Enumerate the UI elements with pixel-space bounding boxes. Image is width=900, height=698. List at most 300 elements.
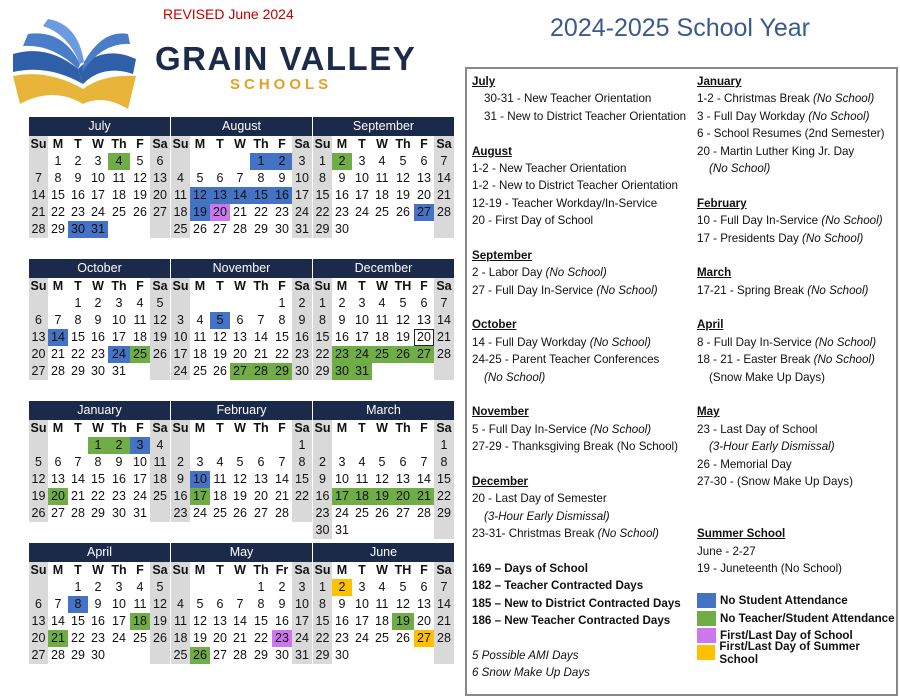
- month-april: [29, 543, 170, 664]
- day-cell: 4: [378, 580, 386, 594]
- day-cell: 19: [150, 329, 170, 346]
- day-cell: 26: [190, 647, 210, 664]
- day-cell: 12: [193, 614, 207, 628]
- event-text: 31 - New to District Teacher Orientation: [484, 109, 687, 123]
- weekday-header: M: [194, 279, 206, 293]
- event-note: (No School): [807, 283, 869, 297]
- day-cell: 22: [254, 205, 268, 219]
- day-cell: 27: [414, 204, 434, 221]
- event-text: 5 - Full Day In-Service: [472, 422, 590, 436]
- day-cell: 19: [190, 204, 210, 221]
- day-cell: 25: [355, 506, 369, 520]
- day-cell: 16: [292, 329, 312, 346]
- day-cell: 13: [210, 187, 230, 204]
- empty-cell: [190, 295, 210, 312]
- day-cell: 26: [396, 205, 410, 219]
- weekday-header: Su: [30, 137, 47, 151]
- day-cell: 3: [358, 154, 366, 168]
- day-cell: 30: [91, 648, 105, 662]
- event-note: (No School): [589, 422, 652, 436]
- day-cell: 5: [196, 597, 204, 611]
- day-cell: 1: [313, 579, 332, 596]
- event-line: [697, 177, 885, 194]
- weekday-header: W: [234, 279, 246, 293]
- event-note: (No School): [813, 353, 875, 367]
- day-cell: 9: [278, 171, 286, 185]
- day-cell: 16: [335, 614, 349, 628]
- event-note: (No School): [814, 335, 877, 349]
- day-cell: 23: [335, 631, 349, 645]
- empty-cell: [392, 437, 414, 454]
- event-line: [472, 403, 686, 420]
- month-august: [171, 117, 312, 238]
- day-cell: 27: [213, 648, 227, 662]
- day-cell: 16: [112, 472, 126, 486]
- day-cell: 15: [313, 187, 332, 204]
- day-cell: 14: [417, 472, 431, 486]
- day-cell: 30: [275, 222, 289, 236]
- month-title: December: [313, 259, 454, 278]
- weekday-header: Sa: [292, 136, 312, 153]
- day-cell: 7: [278, 455, 286, 469]
- day-cell: 17: [355, 330, 369, 344]
- weekday-header: Th: [253, 137, 269, 151]
- day-cell: 26: [375, 506, 389, 520]
- day-cell: 3: [358, 580, 366, 594]
- event-line: [472, 525, 686, 542]
- day-cell: 22: [292, 488, 312, 505]
- day-cell: 18: [150, 471, 170, 488]
- day-cell: 5: [378, 455, 386, 469]
- event-line: [472, 664, 686, 681]
- weekday-header: Sa: [150, 420, 170, 437]
- day-cell: 12: [133, 171, 147, 185]
- day-cell: 24: [133, 489, 147, 503]
- day-cell: 16: [313, 488, 332, 505]
- empty-cell: [48, 437, 68, 454]
- day-cell: 1: [313, 295, 332, 312]
- weekday-header: M: [194, 137, 206, 151]
- day-cell: 10: [355, 171, 369, 185]
- day-cell: 7: [236, 171, 244, 185]
- day-cell: 7: [236, 597, 244, 611]
- event-line: [472, 282, 686, 299]
- day-cell: 19: [29, 488, 48, 505]
- event-text: 186 – New Teacher Contracted Days: [472, 614, 671, 628]
- day-cell: 22: [254, 631, 268, 645]
- event-line: [697, 560, 885, 577]
- weekday-header: Sa: [150, 562, 170, 579]
- empty-cell: [372, 363, 392, 380]
- day-cell: 29: [254, 648, 268, 662]
- event-line: [472, 73, 686, 90]
- day-cell: 27: [396, 506, 410, 520]
- day-cell: 17: [133, 472, 147, 486]
- event-line: [472, 230, 686, 247]
- day-cell: 18: [375, 330, 389, 344]
- day-cell: 8: [313, 170, 332, 187]
- weekday-header: T: [216, 563, 224, 577]
- day-cell: 23: [275, 205, 289, 219]
- day-cell: 4: [171, 170, 190, 187]
- day-cell: 8: [313, 596, 332, 613]
- day-cell: 25: [171, 221, 190, 238]
- event-text: May: [697, 405, 720, 419]
- day-cell: 24: [91, 205, 105, 219]
- day-cell: 16: [91, 330, 105, 344]
- day-cell: 16: [71, 188, 85, 202]
- day-cell: 19: [193, 631, 207, 645]
- day-cell: 30: [91, 364, 105, 378]
- empty-cell: [171, 153, 190, 170]
- event-line: [697, 508, 885, 525]
- month-title: May: [171, 543, 312, 562]
- event-text: 30-31 - New Teacher Orientation: [484, 92, 652, 106]
- weekday-header: Su: [314, 137, 331, 151]
- weekday-header: TH: [394, 563, 412, 577]
- event-line: [472, 160, 686, 177]
- day-cell: 12: [213, 330, 227, 344]
- event-line: [697, 490, 885, 507]
- event-text: 169 – Days of School: [472, 561, 588, 575]
- month-november: [171, 259, 312, 380]
- weekday-header: Sa: [434, 136, 454, 153]
- day-cell: 12: [396, 597, 410, 611]
- day-cell: 3: [358, 296, 366, 310]
- day-cell: 1: [257, 580, 265, 594]
- event-text: 8 - Full Day In-Service: [697, 335, 815, 349]
- day-cell: 2: [338, 296, 346, 310]
- event-line: [697, 543, 885, 560]
- day-cell: 16: [275, 614, 289, 628]
- event-note: (3-Hour Early Dismissal): [484, 509, 610, 523]
- weekday-header: T: [358, 279, 366, 293]
- day-cell: 1: [313, 153, 332, 170]
- day-cell: 13: [254, 472, 268, 486]
- weekday-header: TH: [394, 279, 412, 293]
- empty-cell: [414, 647, 434, 664]
- day-cell: 14: [48, 329, 68, 346]
- empty-cell: [130, 221, 150, 238]
- event-line: [697, 282, 885, 299]
- day-cell: 8: [313, 312, 332, 329]
- event-text: June - 2-27: [697, 544, 756, 558]
- day-cell: 2: [94, 296, 102, 310]
- legend-swatch: [697, 645, 715, 660]
- empty-cell: [250, 295, 272, 312]
- day-cell: 23: [272, 630, 292, 647]
- day-cell: 16: [335, 188, 349, 202]
- day-cell: 6: [29, 596, 48, 613]
- month-january: [29, 401, 170, 522]
- day-cell: 16: [272, 187, 292, 204]
- event-line: [472, 577, 686, 594]
- legend: [697, 592, 896, 666]
- day-cell: 18: [213, 489, 227, 503]
- day-cell: 17: [112, 330, 126, 344]
- event-note: (No School): [589, 335, 651, 349]
- day-cell: 11: [213, 472, 227, 486]
- event-line: [697, 108, 885, 125]
- day-cell: 6: [216, 597, 224, 611]
- legend-item: [697, 639, 896, 666]
- day-cell: 13: [417, 171, 431, 185]
- event-line: [697, 473, 885, 490]
- weekday-header: M: [336, 563, 348, 577]
- event-note: (3-Hour Early Dismissal): [709, 440, 835, 454]
- day-cell: 14: [275, 472, 289, 486]
- day-cell: 5: [136, 154, 144, 168]
- event-text: 27 - Full Day In-Service: [472, 283, 597, 297]
- day-cell: 9: [74, 171, 82, 185]
- day-cell: 14: [434, 596, 454, 613]
- event-text: 185 – New to District Contracted Days: [472, 596, 681, 610]
- day-cell: 28: [417, 506, 431, 520]
- empty-cell: [150, 363, 170, 380]
- day-cell: 14: [434, 312, 454, 329]
- day-cell: 30: [313, 522, 332, 539]
- day-cell: 2: [272, 153, 292, 170]
- day-cell: 4: [216, 455, 224, 469]
- empty-cell: [171, 579, 190, 596]
- day-cell: 7: [54, 597, 62, 611]
- day-cell: 12: [233, 472, 247, 486]
- day-cell: 8: [257, 597, 265, 611]
- month-title: September: [313, 117, 454, 136]
- event-line: [472, 612, 686, 629]
- day-cell: 8: [434, 454, 454, 471]
- month-title: February: [171, 401, 312, 420]
- day-cell: 9: [313, 471, 332, 488]
- day-cell: 19: [213, 347, 227, 361]
- weekday-header: Th: [395, 137, 411, 151]
- event-line: [697, 438, 885, 455]
- empty-cell: [210, 295, 230, 312]
- event-text: January: [697, 75, 742, 88]
- month-june: [313, 543, 454, 664]
- day-cell: 9: [278, 597, 286, 611]
- day-cell: 8: [54, 171, 62, 185]
- empty-cell: [332, 437, 352, 454]
- day-cell: 23: [292, 346, 312, 363]
- weekday-header: Sa: [150, 278, 170, 295]
- day-cell: 7: [74, 455, 82, 469]
- day-cell: 26: [392, 346, 414, 363]
- empty-cell: [130, 647, 150, 664]
- weekday-header: T: [74, 563, 82, 577]
- brand-name: GRAIN VALLEY: [155, 40, 417, 77]
- day-cell: 15: [292, 471, 312, 488]
- event-text: 182 – Teacher Contracted Days: [472, 579, 644, 593]
- day-cell: 4: [196, 313, 204, 327]
- day-cell: 20: [233, 347, 247, 361]
- empty-cell: [434, 522, 454, 539]
- empty-cell: [392, 221, 414, 238]
- day-cell: 6: [420, 154, 428, 168]
- weekday-header: F: [136, 563, 144, 577]
- day-cell: 31: [292, 221, 312, 238]
- weekday-header: T: [74, 279, 82, 293]
- empty-cell: [130, 363, 150, 380]
- event-text: March: [697, 266, 732, 280]
- day-cell: 5: [150, 295, 170, 312]
- day-cell: 23: [91, 631, 105, 645]
- day-cell: 3: [196, 455, 204, 469]
- day-cell: 11: [171, 613, 190, 630]
- event-line: [472, 386, 686, 403]
- day-cell: 24: [108, 346, 130, 363]
- event-line: [697, 247, 885, 264]
- weekday-header: M: [194, 421, 206, 435]
- day-cell: 29: [51, 222, 65, 236]
- month-title: June: [313, 543, 454, 562]
- event-text: October: [472, 318, 517, 332]
- event-line: [472, 508, 686, 525]
- empty-cell: [29, 295, 48, 312]
- day-cell: 24: [355, 205, 369, 219]
- day-cell: 8: [278, 313, 286, 327]
- day-cell: 28: [275, 506, 289, 520]
- day-cell: 15: [71, 330, 85, 344]
- day-cell: 22: [313, 630, 332, 647]
- day-cell: 4: [358, 455, 366, 469]
- day-cell: 28: [71, 506, 85, 520]
- weekday-header: W: [92, 279, 104, 293]
- empty-cell: [352, 522, 372, 539]
- day-cell: 30: [335, 222, 349, 236]
- event-text: 12-19 - Teacher Workday/In-Service: [472, 196, 658, 210]
- empty-cell: [434, 647, 454, 664]
- day-cell: 14: [71, 472, 85, 486]
- day-cell: 20: [213, 631, 227, 645]
- day-cell: 20: [210, 204, 230, 221]
- legend-item: [697, 592, 896, 609]
- month-december: [313, 259, 454, 380]
- day-cell: 6: [54, 455, 62, 469]
- empty-cell: [230, 579, 250, 596]
- weekday-header: Su: [314, 563, 331, 577]
- event-note: (No School): [812, 92, 875, 106]
- weekday-header: Su: [30, 421, 47, 435]
- day-cell: 17: [91, 188, 105, 202]
- day-cell: 12: [375, 472, 389, 486]
- event-line: [472, 212, 686, 229]
- day-cell: 10: [171, 329, 190, 346]
- day-cell: 1: [74, 296, 82, 310]
- day-cell: 9: [338, 313, 346, 327]
- event-line: [697, 299, 885, 316]
- day-cell: 2: [332, 579, 352, 596]
- day-cell: 28: [250, 363, 272, 380]
- month-title: April: [29, 543, 170, 562]
- day-cell: 7: [434, 579, 454, 596]
- day-cell: 4: [378, 296, 386, 310]
- book-logo-icon: [8, 14, 138, 114]
- day-cell: 31: [112, 364, 126, 378]
- event-line: [472, 316, 686, 333]
- day-cell: 8: [74, 313, 82, 327]
- event-line: [697, 212, 885, 229]
- day-cell: 14: [230, 187, 250, 204]
- event-line: [472, 264, 686, 281]
- day-cell: 23: [71, 205, 85, 219]
- day-cell: 17: [355, 188, 369, 202]
- day-cell: 6: [420, 296, 428, 310]
- day-cell: 22: [71, 347, 85, 361]
- weekday-header: F: [136, 137, 144, 151]
- day-cell: 18: [171, 630, 190, 647]
- day-cell: 15: [275, 330, 289, 344]
- month-title: March: [313, 401, 454, 420]
- day-cell: 2: [332, 153, 352, 170]
- weekday-header: Su: [172, 563, 189, 577]
- day-cell: 25: [375, 631, 389, 645]
- day-cell: 11: [355, 472, 369, 486]
- day-cell: 9: [94, 597, 102, 611]
- day-cell: 13: [213, 614, 227, 628]
- weekday-header: T: [358, 421, 366, 435]
- day-cell: 2: [108, 437, 130, 454]
- event-line: [472, 143, 686, 160]
- empty-cell: [414, 363, 434, 380]
- empty-cell: [230, 295, 250, 312]
- day-cell: 5: [399, 296, 407, 310]
- event-text: 18 - 21 - Easter Break: [697, 353, 814, 367]
- day-cell: 18: [193, 347, 207, 361]
- day-cell: 13: [29, 329, 48, 346]
- day-cell: 18: [112, 188, 126, 202]
- empty-cell: [392, 363, 414, 380]
- day-cell: 25: [171, 647, 190, 664]
- day-cell: 25: [130, 346, 150, 363]
- day-cell: 29: [272, 363, 292, 380]
- month-february: [171, 401, 312, 522]
- day-cell: 22: [434, 488, 454, 505]
- weekday-header: Sa: [434, 562, 454, 579]
- event-note: (No School): [484, 370, 546, 384]
- weekday-header: T: [216, 137, 224, 151]
- day-cell: 21: [434, 329, 454, 346]
- day-cell: 7: [29, 170, 48, 187]
- day-cell: 7: [434, 295, 454, 312]
- day-cell: 25: [150, 488, 170, 505]
- month-title: January: [29, 401, 170, 420]
- day-cell: 3: [130, 437, 150, 454]
- event-line: [472, 299, 686, 316]
- day-cell: 11: [375, 171, 389, 185]
- weekday-header: F: [420, 137, 428, 151]
- weekday-header: F: [420, 421, 428, 435]
- weekday-header: M: [52, 563, 64, 577]
- day-cell: 20: [48, 488, 68, 505]
- event-text: July: [472, 75, 496, 88]
- legend-swatch: [697, 593, 716, 608]
- weekday-header: W: [376, 563, 388, 577]
- revised-note: REVISED June 2024: [163, 6, 294, 22]
- event-line: [697, 264, 885, 281]
- day-cell: 2: [313, 454, 332, 471]
- event-note: (No School): [821, 214, 883, 228]
- event-text: 26 - Memorial Day: [697, 457, 792, 471]
- day-cell: 9: [171, 471, 190, 488]
- day-cell: 24: [112, 631, 126, 645]
- empty-cell: [352, 221, 372, 238]
- day-cell: 2: [278, 580, 286, 594]
- weekday-header: Su: [172, 137, 189, 151]
- day-cell: 20: [29, 346, 48, 363]
- month-october: [29, 259, 170, 380]
- weekday-header: Su: [314, 421, 331, 435]
